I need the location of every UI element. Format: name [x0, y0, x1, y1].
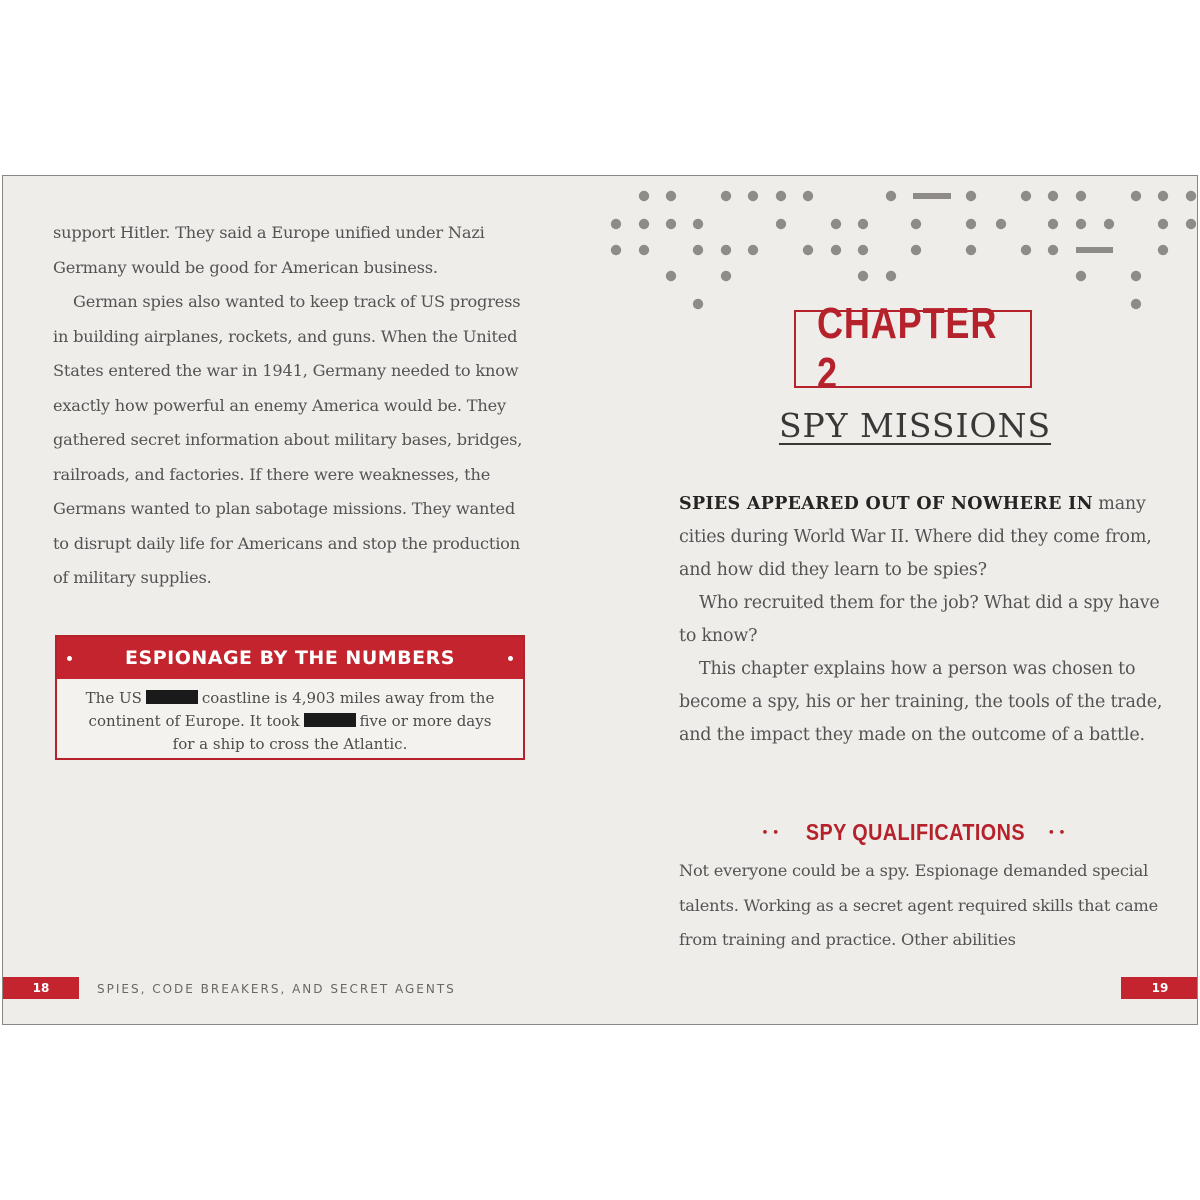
dot-mark	[858, 245, 868, 255]
dot-mark	[1104, 219, 1114, 229]
paragraph: This chapter explains how a person was chosen to become a spy, his or her training, the tools of the trade, and the impact they made on the outcome of a battle.	[679, 659, 1163, 745]
dot-mark	[831, 219, 841, 229]
right-page	[601, 176, 1198, 1024]
dot-mark	[1186, 191, 1196, 201]
sidebar-text: five or more days for a ship to cross the Atlantic.	[172, 712, 492, 753]
qualifications-text	[679, 854, 1169, 958]
dot-mark	[1158, 245, 1168, 255]
page-number-right: 19	[1121, 977, 1198, 999]
paragraph: Not everyone could be a spy. Espionage demanded special talents. Working as a secret agent required skills that came from training and practice. Other abilities	[679, 861, 1158, 949]
dot-mark	[721, 271, 731, 281]
dot-mark	[966, 191, 976, 201]
sidebar-body	[57, 679, 523, 756]
espionage-numbers-sidebar	[55, 635, 525, 760]
dot-mark	[831, 245, 841, 255]
redaction-bar	[146, 690, 198, 704]
dot-mark	[666, 219, 676, 229]
dot-mark	[748, 245, 758, 255]
dot-mark	[858, 219, 868, 229]
dot-mark	[911, 219, 921, 229]
sidebar-text: coastline is 4,903 miles away from the continent of Europe. It took	[88, 689, 495, 730]
dot-mark	[803, 191, 813, 201]
dot-mark	[693, 245, 703, 255]
dot-mark	[693, 219, 703, 229]
dot-mark	[721, 245, 731, 255]
dot-mark	[1048, 219, 1058, 229]
dot-mark	[1076, 271, 1086, 281]
paragraph: Who recruited them for the job? What did a spy have to know?	[679, 593, 1160, 646]
dot-mark	[886, 191, 896, 201]
morse-dots-decoration	[601, 176, 1198, 316]
running-head: SPIES, CODE BREAKERS, AND SECRET AGENTS	[97, 982, 456, 996]
subhead-text: SPY QUALIFICATIONS	[805, 819, 1025, 845]
lead-in: SPIES APPEARED OUT OF NOWHERE IN	[679, 494, 1093, 514]
page-number-left: 18	[3, 977, 79, 999]
dot-mark	[693, 299, 703, 309]
paragraph	[679, 488, 1169, 587]
intro-rest: many cities during World War II. Where did they come from, and how did they learn to be spies?	[679, 494, 1152, 580]
section-subhead	[601, 819, 1198, 846]
dot-mark	[1048, 245, 1058, 255]
dot-mark	[639, 219, 649, 229]
dot-mark	[1076, 219, 1086, 229]
book-spread	[2, 175, 1198, 1025]
chapter-label-box	[794, 299, 1032, 398]
dot-mark	[1131, 271, 1141, 281]
dot-mark	[776, 219, 786, 229]
bullet-icon	[508, 656, 513, 661]
sidebar-header	[57, 637, 523, 679]
dot-mark	[666, 271, 676, 281]
paragraph: support Hitler. They said a Europe unified under Nazi Germany would be good for American business.	[53, 223, 485, 277]
dot-mark	[1021, 245, 1031, 255]
dot-mark	[1131, 299, 1141, 309]
dot-mark	[966, 245, 976, 255]
dot-mark	[1158, 219, 1168, 229]
bullet-icon	[67, 656, 72, 661]
dot-mark	[721, 191, 731, 201]
dash-mark	[913, 193, 951, 199]
bullet-icon: ••	[761, 826, 783, 841]
dot-mark	[639, 245, 649, 255]
redaction-bar	[304, 713, 356, 727]
dot-mark	[966, 219, 976, 229]
dot-mark	[1048, 191, 1058, 201]
paragraph: German spies also wanted to keep track of US progress in building airplanes, rockets, and guns. When the United States entered the war in 1941, Germany needed to know exactly how powerful an enemy America would be. They gathered secret information about military bases, bridges, railroads, and factories. If there were weaknesses, the Germans wanted to plan sabotage missions. They wanted to disrupt daily life for Americans and stop the production of military supplies.	[53, 292, 523, 587]
dash-mark	[1076, 247, 1113, 253]
dot-mark	[1158, 191, 1168, 201]
left-page	[3, 176, 601, 1024]
chapter-label: CHAPTER 2	[817, 299, 998, 398]
dot-mark	[1021, 191, 1031, 201]
dot-mark	[611, 219, 621, 229]
dot-mark	[803, 245, 813, 255]
bullet-icon: ••	[1047, 826, 1069, 841]
chapter-title-wrap	[601, 406, 1198, 445]
left-body-text	[53, 216, 533, 596]
sidebar-title: ESPIONAGE BY THE NUMBERS	[125, 647, 455, 669]
dot-mark	[1131, 191, 1141, 201]
dot-mark	[911, 245, 921, 255]
dot-mark	[639, 191, 649, 201]
dot-mark	[611, 245, 621, 255]
dot-mark	[886, 271, 896, 281]
dot-mark	[776, 191, 786, 201]
dot-mark	[1186, 219, 1196, 229]
dot-mark	[858, 271, 868, 281]
dot-mark	[996, 219, 1006, 229]
sidebar-text: The US	[85, 689, 142, 707]
dot-mark	[748, 191, 758, 201]
chapter-title: SPY MISSIONS	[778, 406, 1052, 445]
intro-text	[679, 488, 1169, 752]
dot-mark	[1076, 191, 1086, 201]
dot-mark	[666, 191, 676, 201]
